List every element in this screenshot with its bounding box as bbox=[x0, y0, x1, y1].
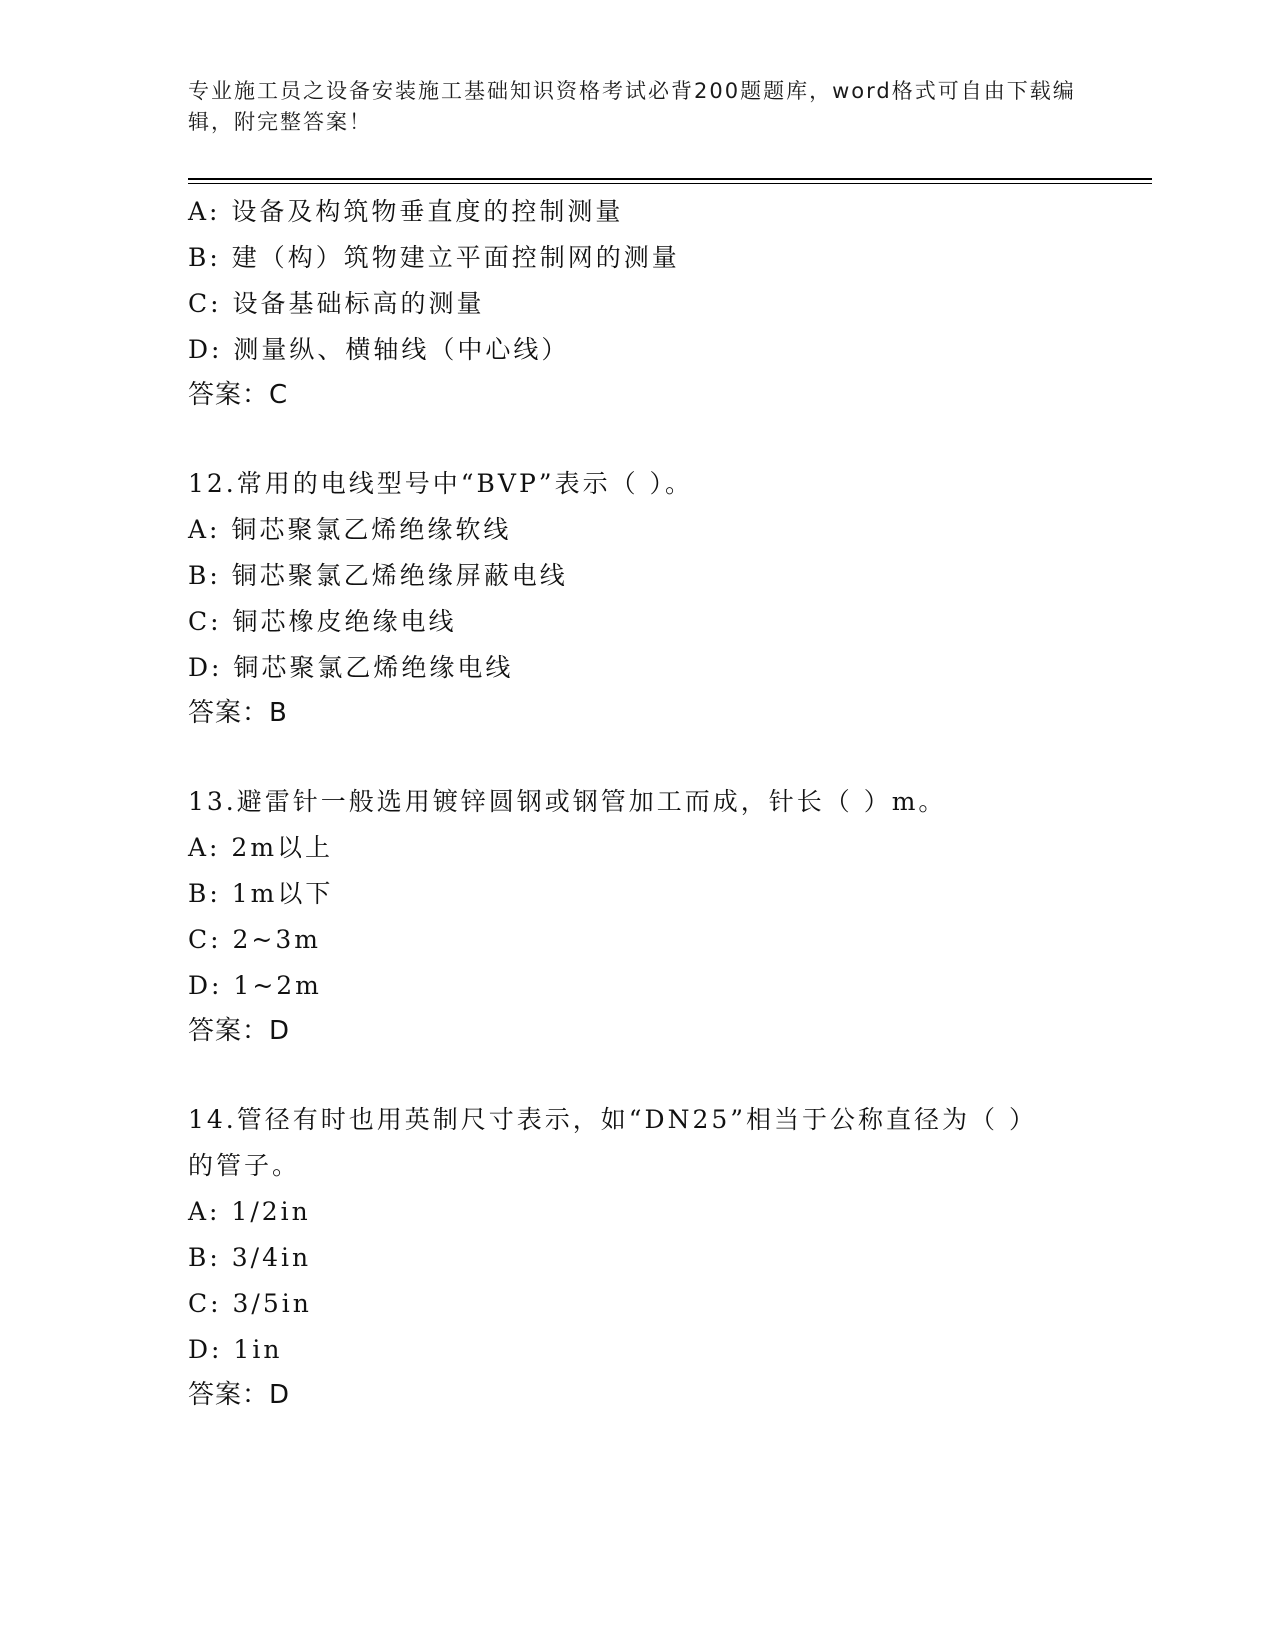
question-block-12 bbox=[188, 461, 1088, 735]
question-block-14 bbox=[188, 1097, 1088, 1417]
question-stem: 13.避雷针一般选用镀锌圆钢或钢管加工而成，针长（ ）m。 bbox=[188, 787, 947, 816]
question-block-13 bbox=[188, 779, 1088, 1053]
option-a: A: 1/2in bbox=[188, 1197, 311, 1226]
option-b: B: 3/4in bbox=[188, 1243, 312, 1272]
option-d: D: 1in bbox=[188, 1335, 283, 1364]
option-d: D: 测量纵、横轴线（中心线） bbox=[188, 335, 570, 364]
header-rule-thick bbox=[188, 178, 1152, 180]
document-body bbox=[188, 189, 1088, 1417]
option-a: A: 设备及构筑物垂直度的控制测量 bbox=[188, 197, 624, 226]
answer-line: 答案：D bbox=[188, 1380, 291, 1410]
option-c: C: 3/5in bbox=[188, 1289, 312, 1318]
block-spacer bbox=[188, 1053, 1088, 1097]
option-c: C: 设备基础标高的测量 bbox=[188, 289, 485, 318]
option-c: C: 铜芯橡皮绝缘电线 bbox=[188, 607, 457, 636]
option-b: B: 铜芯聚氯乙烯绝缘屏蔽电线 bbox=[188, 561, 568, 590]
question-block-11 bbox=[188, 189, 1088, 417]
option-b: B: 1m以下 bbox=[188, 879, 334, 908]
option-a: A: 铜芯聚氯乙烯绝缘软线 bbox=[188, 515, 512, 544]
header-rule-thin bbox=[188, 183, 1152, 184]
option-c: C: 2~3m bbox=[188, 925, 321, 954]
option-d: D: 1~2m bbox=[188, 971, 322, 1000]
option-b: B: 建（构）筑物建立平面控制网的测量 bbox=[188, 243, 680, 272]
question-stem: 12.常用的电线型号中“BVP”表示（ ）。 bbox=[188, 469, 694, 498]
block-spacer bbox=[188, 417, 1088, 461]
answer-line: 答案：C bbox=[188, 380, 289, 410]
question-stem: 14.管径有时也用英制尺寸表示，如“DN25”相当于公称直径为（ ）的管子。 bbox=[188, 1105, 1037, 1180]
option-a: A: 2m以上 bbox=[188, 833, 334, 862]
answer-line: 答案：B bbox=[188, 698, 288, 728]
document-header: 专业施工员之设备安装施工基础知识资格考试必背200题题库，word格式可自由下载编辑，附完整答案！ bbox=[188, 79, 1076, 134]
option-d: D: 铜芯聚氯乙烯绝缘电线 bbox=[188, 653, 514, 682]
block-spacer bbox=[188, 735, 1088, 779]
answer-line: 答案：D bbox=[188, 1016, 291, 1046]
